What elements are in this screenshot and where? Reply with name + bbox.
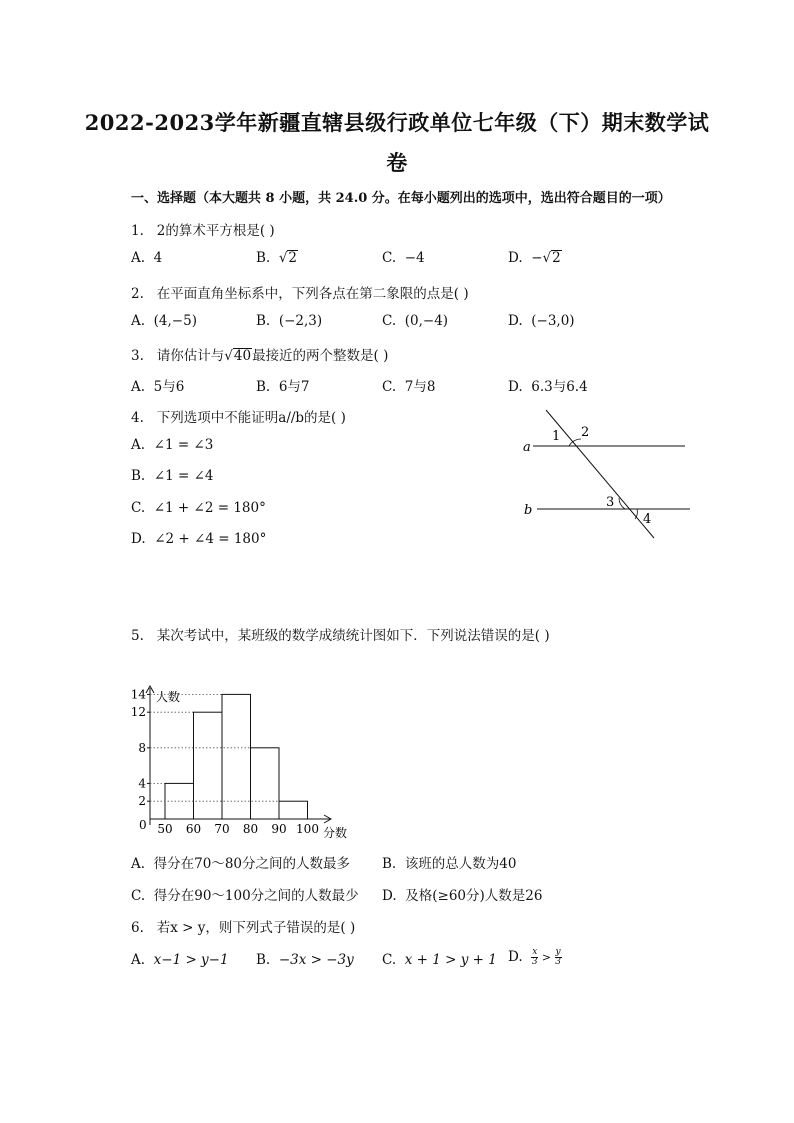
x-tick-label: 70: [214, 822, 230, 836]
q6-option-b: B. −3x > −3y: [256, 952, 354, 968]
q4-option-c: C. ∠1 + ∠2 = 180°: [131, 500, 266, 516]
q5-option-b: B. 该班的总人数为40: [382, 856, 517, 872]
q2-option-a: A. (4,−5): [131, 313, 197, 329]
histogram-bar: [222, 694, 251, 819]
question-number: 3.: [131, 348, 144, 364]
y-tick-label: 8: [138, 740, 146, 755]
score-histogram: [125, 682, 365, 842]
q4-option-b: B. ∠1 = ∠4: [131, 468, 214, 484]
q1-option-b: B. √2: [256, 250, 298, 266]
question-text: 在平面直角坐标系中，下列各点在第二象限的点是( ): [156, 286, 469, 302]
x-tick-label: 50: [157, 822, 173, 836]
y-axis-label: 人数: [156, 690, 181, 704]
x-tick-label: 80: [242, 822, 259, 836]
y-tick-label: 4: [138, 776, 146, 791]
histogram-bar: [194, 712, 223, 819]
question-number: 4.: [131, 410, 144, 426]
q6-option-c: C. x + 1 > y + 1: [382, 952, 497, 968]
q3-option-d: D. 6.3与6.4: [508, 379, 588, 395]
x-tick-label: 100: [296, 822, 319, 836]
q4-option-a: A. ∠1 = ∠3: [131, 437, 214, 453]
parallel-lines-figure: [515, 402, 700, 544]
fraction-x-over-3: $\frac{x}{3}$: [531, 947, 538, 967]
question-text: 若x > y，则下列式子错误的是( ): [156, 920, 356, 936]
line-a-label: a: [523, 440, 531, 455]
exam-title-line1: 2022-2023学年新疆直辖县级行政单位七年级（下）期末数学试: [84, 110, 710, 135]
exam-title-line2: 卷: [386, 150, 408, 175]
angle-3-label: 3: [606, 495, 615, 510]
q1-option-c: C. −4: [382, 250, 425, 266]
question-2: [131, 282, 469, 302]
fraction-y-over-3: $\frac{y}{3}$: [555, 947, 561, 967]
q5-option-c: C. 得分在90～100分之间的人数最少: [131, 888, 359, 904]
q5-option-d: D. 及格(≥60分)人数是26: [382, 888, 543, 904]
q2-option-b: B. (−2,3): [256, 313, 323, 329]
question-5: [131, 624, 550, 644]
question-number: 6.: [131, 920, 144, 936]
question-text: 下列选项中不能证明a//b的是( ): [156, 410, 346, 426]
q6-option-a: A. x−1 > y−1: [131, 952, 229, 968]
question-4: [131, 406, 346, 426]
question-text: 2的算术平方根是( ): [156, 223, 275, 239]
angle-2-label: 2: [581, 425, 590, 440]
q3-option-a: A. 5与6: [131, 379, 185, 395]
q4-option-d: D. ∠2 + ∠4 = 180°: [131, 531, 267, 547]
angle-4-label: 4: [643, 512, 652, 527]
question-3: 3. 请你估计与√40最接近的两个整数是( ): [131, 348, 389, 364]
question-number: 2.: [131, 286, 144, 302]
histogram-bar: [251, 748, 280, 819]
x-axis-label: 分数: [323, 826, 348, 840]
q3-option-c: C. 7与8: [382, 379, 436, 395]
x-tick-label: 90: [271, 822, 287, 836]
y-tick-label: 2: [138, 794, 146, 809]
line-b-label: b: [524, 503, 533, 518]
q2-option-d: D. (−3,0): [508, 313, 575, 329]
y-tick-label: 12: [130, 705, 146, 720]
question-1: [131, 219, 275, 239]
q6-option-d: D. $\frac{x}{3}$ > $\frac{y}{3}$: [508, 947, 561, 967]
question-6: [131, 916, 355, 936]
section-heading: 一、选择题（本大题共 8 小题，共 24.0 分。在每小题列出的选项中，选出符合题目的一项）: [131, 191, 671, 206]
y-tick-label: 14: [130, 687, 146, 702]
q3-option-b: B. 6与7: [256, 379, 310, 395]
question-number: 1.: [131, 223, 144, 239]
x-tick-label: 60: [185, 822, 202, 836]
q2-option-c: C. (0,−4): [382, 313, 449, 329]
question-number: 5.: [131, 628, 144, 644]
q1-option-d: D. −√2: [508, 250, 561, 266]
transversal-line: [546, 410, 654, 538]
angle-1-label: 1: [552, 429, 561, 444]
origin-label: 0: [139, 818, 147, 832]
question-text: 某次考试中，某班级的数学成绩统计图如下．下列说法错误的是( ): [156, 628, 550, 644]
q1-option-a: A. 4: [131, 250, 163, 266]
histogram-bar: [279, 801, 308, 819]
q5-option-a: A. 得分在70～80分之间的人数最多: [131, 856, 350, 872]
